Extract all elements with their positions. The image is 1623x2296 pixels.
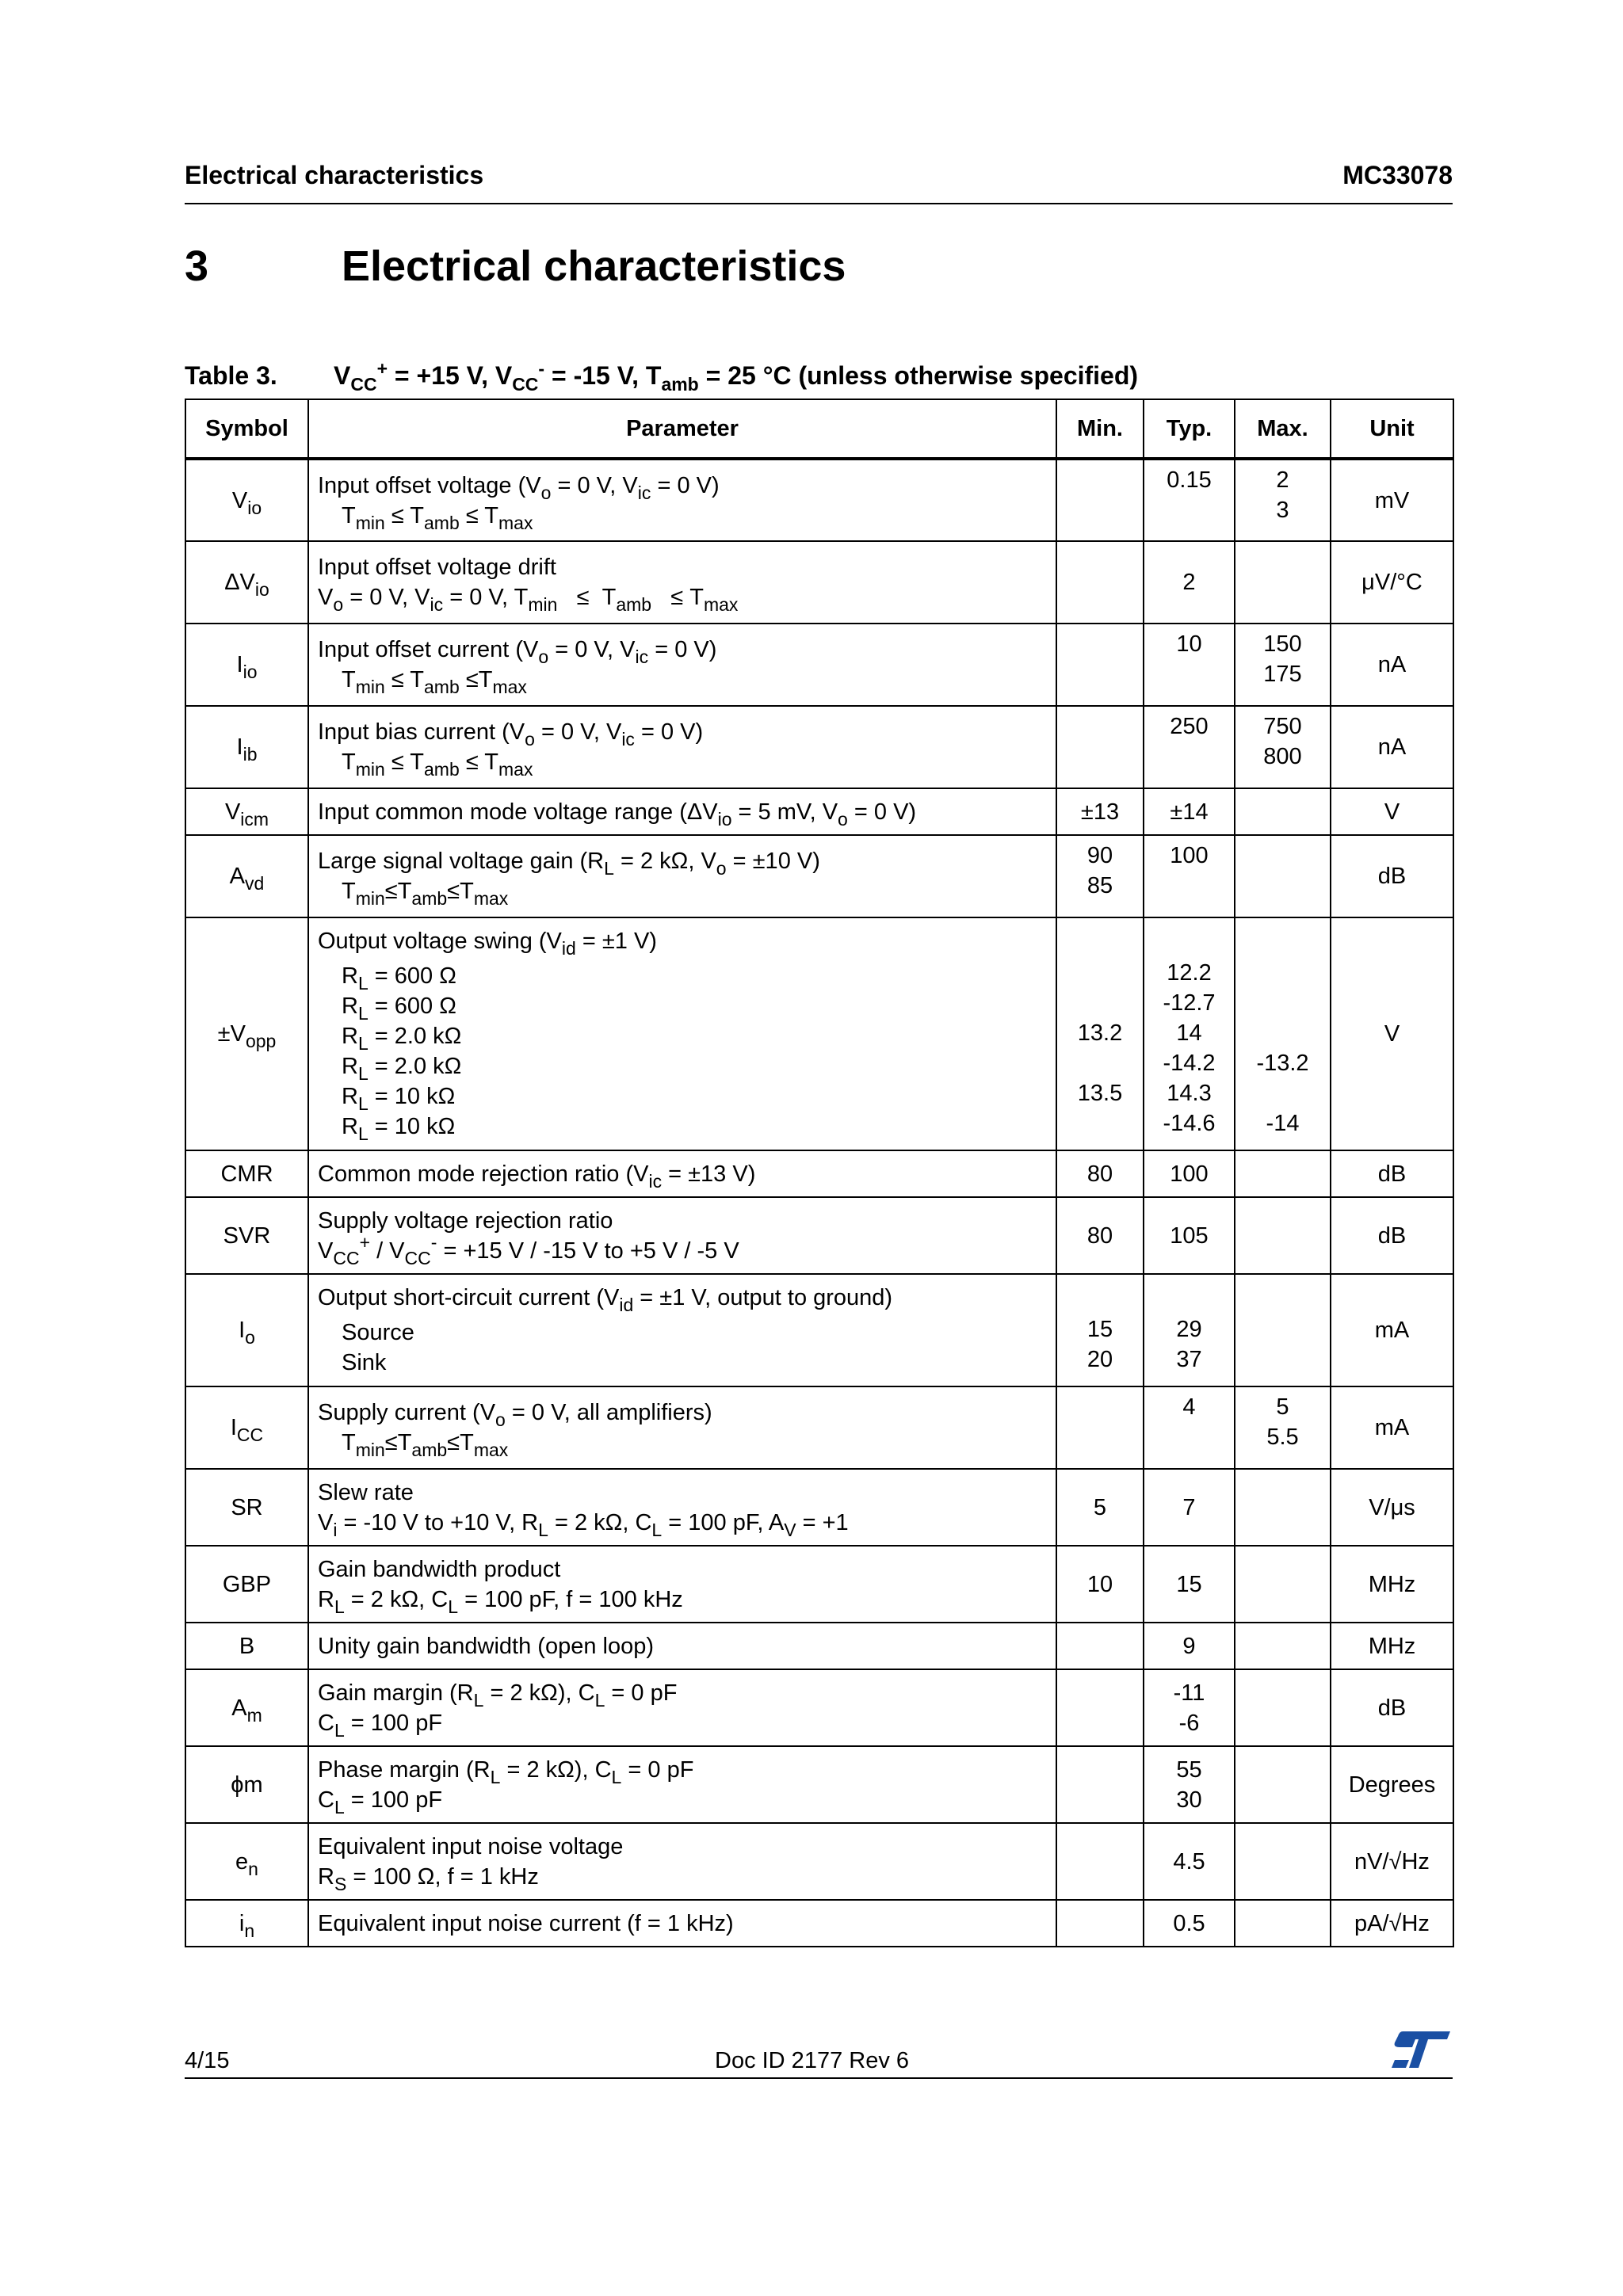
max-cell: 5 5.5 <box>1235 1386 1331 1469</box>
parameter-cell: Supply voltage rejection ratio $V_{CC}^+ / V_{CC}^- = +15$ V / -15 V to +5 V / -5 V <box>308 1197 1056 1274</box>
max-cell: 750 800 <box>1235 706 1331 788</box>
symbol-cell: B <box>185 1623 308 1669</box>
parameter-cell: Common mode rejection ratio ($V_{ic} = \pm 13$ V) <box>308 1150 1056 1197</box>
min-cell: 10 <box>1056 1546 1144 1623</box>
table-row <box>185 1746 1453 1823</box>
min-cell: 15 20 <box>1056 1274 1144 1386</box>
parameter-cell: Output short-circuit current ($V_{id} = \pm 1$ V, output to ground) Source Sink <box>308 1274 1056 1386</box>
header-part-number: MC33078 <box>1342 161 1453 189</box>
min-cell <box>1056 1746 1144 1823</box>
symbol-cell: GBP <box>185 1546 308 1623</box>
unit-cell: dB <box>1331 1669 1453 1746</box>
typ-cell: 0.15 <box>1144 459 1235 541</box>
symbol-cell: $V_{icm}$ <box>185 788 308 835</box>
header-section: Electrical characteristics <box>185 161 484 189</box>
unit-cell: mV <box>1331 459 1453 541</box>
table-row <box>185 541 1453 624</box>
unit-cell: nA <box>1331 706 1453 788</box>
unit-cell: dB <box>1331 835 1453 917</box>
symbol-cell: $A_{vd}$ <box>185 835 308 917</box>
col-max: Max. <box>1235 399 1331 459</box>
typ-cell: 0.5 <box>1144 1900 1235 1947</box>
symbol-cell: $e_n$ <box>185 1823 308 1900</box>
typ-cell: 10 <box>1144 624 1235 706</box>
typ-cell: 9 <box>1144 1623 1235 1669</box>
min-cell <box>1056 541 1144 624</box>
typ-cell: 4.5 <box>1144 1823 1235 1900</box>
electrical-characteristics-table <box>185 399 1454 1947</box>
parameter-cell: Supply current ($V_o = 0$ V, all amplifiers) $T_{min}\le T_{amb}\le T_{max}$ <box>308 1386 1056 1469</box>
min-cell <box>1056 1623 1144 1669</box>
table-row <box>185 917 1453 1150</box>
col-unit: Unit <box>1331 399 1453 459</box>
typ-cell: 100 <box>1144 835 1235 917</box>
unit-cell: V/μs <box>1331 1469 1453 1546</box>
parameter-cell: Input offset current ($V_o = 0$ V, $V_{ic} = 0$ V) $T_{min} \le T_{amb} \le T_{max}$ <box>308 624 1056 706</box>
min-cell: 80 <box>1056 1150 1144 1197</box>
max-cell <box>1235 788 1331 835</box>
parameter-cell: Slew rate $V_i = -10$ V to +10 V, $R_L = 2$ kΩ, $C_L = 100$ pF, $A_V = +1$ <box>308 1469 1056 1546</box>
min-cell: 5 <box>1056 1469 1144 1546</box>
unit-cell: Degrees <box>1331 1746 1453 1823</box>
typ-cell: 12.2 -12.7 14 -14.2 14.3 -14.6 <box>1144 917 1235 1150</box>
typ-cell: 55 30 <box>1144 1746 1235 1823</box>
table-row <box>185 835 1453 917</box>
min-cell: ±13 <box>1056 788 1144 835</box>
parameter-cell: Input offset voltage drift $V_o = 0$ V, $V_{ic} = 0$ V, $T_{min} \le T_{amb} \le T_{max}$ <box>308 541 1056 624</box>
col-parameter: Parameter <box>308 399 1056 459</box>
typ-cell: 2 <box>1144 541 1235 624</box>
min-cell <box>1056 459 1144 541</box>
table-row <box>185 1469 1453 1546</box>
st-logo-icon <box>1388 2028 1452 2071</box>
typ-cell: 4 <box>1144 1386 1235 1469</box>
parameter-cell: Input common mode voltage range ($\Delta V_{io} = 5$ mV, $V_o = 0$ V) <box>308 788 1056 835</box>
max-cell: 150 175 <box>1235 624 1331 706</box>
parameter-cell: Output voltage swing ($V_{id} = \pm 1$ V) $R_L = 600$ Ω $R_L = 600$ Ω $R_L = 2.0$ kΩ $R_L = 2.0$ kΩ $R_L = 10$ kΩ $R_L = 10$ kΩ <box>308 917 1056 1150</box>
typ-cell: 29 37 <box>1144 1274 1235 1386</box>
table-row <box>185 1197 1453 1274</box>
max-cell <box>1235 1823 1331 1900</box>
symbol-cell: $I_{CC}$ <box>185 1386 308 1469</box>
parameter-cell: Large signal voltage gain ($R_L = 2$ kΩ, $V_o = \pm 10$ V) $T_{min}\le T_{amb}\le T_{max}$ <box>308 835 1056 917</box>
min-cell <box>1056 1900 1144 1947</box>
symbol-cell: SVR <box>185 1197 308 1274</box>
col-symbol: Symbol <box>185 399 308 459</box>
typ-cell: 100 <box>1144 1150 1235 1197</box>
typ-cell: 15 <box>1144 1546 1235 1623</box>
unit-cell: dB <box>1331 1197 1453 1274</box>
symbol-cell: $I_o$ <box>185 1274 308 1386</box>
min-cell: 90 85 <box>1056 835 1144 917</box>
typ-cell: -11 -6 <box>1144 1669 1235 1746</box>
max-cell <box>1235 1546 1331 1623</box>
parameter-cell: Phase margin ($R_L = 2$ kΩ), $C_L = 0$ pF $C_L = 100$ pF <box>308 1746 1056 1823</box>
symbol-cell: $I_{ib}$ <box>185 706 308 788</box>
min-cell <box>1056 706 1144 788</box>
symbol-cell: $\Delta V_{io}$ <box>185 541 308 624</box>
parameter-cell: Gain bandwidth product $R_L = 2$ kΩ, $C_L = 100$ pF, f = 100 kHz <box>308 1546 1056 1623</box>
unit-cell: MHz <box>1331 1623 1453 1669</box>
running-header <box>185 161 1453 190</box>
unit-cell: V <box>1331 917 1453 1150</box>
max-cell: 2 3 <box>1235 459 1331 541</box>
unit-cell: mA <box>1331 1386 1453 1469</box>
col-typ: Typ. <box>1144 399 1235 459</box>
table-caption <box>185 358 1139 395</box>
symbol-cell: CMR <box>185 1150 308 1197</box>
parameter-cell: Equivalent input noise current (f = 1 kHz) <box>308 1900 1056 1947</box>
unit-cell: mA <box>1331 1274 1453 1386</box>
max-cell <box>1235 1623 1331 1669</box>
footer-rule <box>185 2077 1453 2079</box>
header-rule <box>185 203 1453 204</box>
table-row <box>185 1623 1453 1669</box>
max-cell <box>1235 835 1331 917</box>
max-cell <box>1235 1746 1331 1823</box>
table-row <box>185 706 1453 788</box>
table-label: Table 3. <box>185 361 277 390</box>
table-header-row <box>185 399 1453 459</box>
symbol-cell: ϕm <box>185 1746 308 1823</box>
table-row <box>185 1546 1453 1623</box>
table-row <box>185 1669 1453 1746</box>
unit-cell: nA <box>1331 624 1453 706</box>
max-cell <box>1235 1669 1331 1746</box>
table-row <box>185 1274 1453 1386</box>
parameter-cell: Input bias current ($V_o = 0$ V, $V_{ic} = 0$ V) $T_{min} \le T_{amb} \le T_{max}$ <box>308 706 1056 788</box>
symbol-cell: $\pm V_{opp}$ <box>185 917 308 1150</box>
parameter-cell: Unity gain bandwidth (open loop) <box>308 1623 1056 1669</box>
parameter-cell: Input offset voltage ($V_o = 0$ V, $V_{ic} = 0$ V) $T_{min} \le T_{amb} \le T_{max}$ <box>308 459 1056 541</box>
max-cell: -13.2 -14 <box>1235 917 1331 1150</box>
max-cell <box>1235 1197 1331 1274</box>
symbol-cell: $I_{io}$ <box>185 624 308 706</box>
symbol-cell: $A_m$ <box>185 1669 308 1746</box>
typ-cell: 250 <box>1144 706 1235 788</box>
max-cell <box>1235 1274 1331 1386</box>
chapter-number: 3 <box>185 242 209 290</box>
min-cell: 13.2 13.5 <box>1056 917 1144 1150</box>
table-row <box>185 459 1453 541</box>
unit-cell: pA/√Hz <box>1331 1900 1453 1947</box>
unit-cell: μV/°C <box>1331 541 1453 624</box>
symbol-cell: SR <box>185 1469 308 1546</box>
table-row <box>185 1900 1453 1947</box>
unit-cell: MHz <box>1331 1546 1453 1623</box>
min-cell <box>1056 1386 1144 1469</box>
max-cell <box>1235 1150 1331 1197</box>
parameter-cell: Gain margin ($R_L = 2$ kΩ), $C_L = 0$ pF $C_L = 100$ pF <box>308 1669 1056 1746</box>
table-row <box>185 788 1453 835</box>
max-cell <box>1235 1469 1331 1546</box>
table-row <box>185 1823 1453 1900</box>
col-min: Min. <box>1056 399 1144 459</box>
table-row <box>185 1386 1453 1469</box>
unit-cell: nV/√Hz <box>1331 1823 1453 1900</box>
typ-cell: 7 <box>1144 1469 1235 1546</box>
symbol-cell: $V_{io}$ <box>185 459 308 541</box>
unit-cell: V <box>1331 788 1453 835</box>
typ-cell: 105 <box>1144 1197 1235 1274</box>
min-cell <box>1056 1669 1144 1746</box>
parameter-cell: Equivalent input noise voltage $R_S = 100$ Ω, f = 1 kHz <box>308 1823 1056 1900</box>
max-cell <box>1235 1900 1331 1947</box>
table-row <box>185 624 1453 706</box>
table-conditions: $V_{CC}^+ = +15$ V, $V_{CC}^- = -15$ V, $T_{amb} = 25$ °C (unless otherwise specified) <box>334 358 1139 395</box>
typ-cell: ±14 <box>1144 788 1235 835</box>
unit-cell: dB <box>1331 1150 1453 1197</box>
doc-id: Doc ID 2177 Rev 6 <box>715 2048 910 2073</box>
chapter-title: Electrical characteristics <box>342 242 846 290</box>
min-cell <box>1056 624 1144 706</box>
table-row <box>185 1150 1453 1197</box>
min-cell: 80 <box>1056 1197 1144 1274</box>
max-cell <box>1235 541 1331 624</box>
page-number: 4/15 <box>185 2048 230 2073</box>
min-cell <box>1056 1823 1144 1900</box>
symbol-cell: $i_n$ <box>185 1900 308 1947</box>
